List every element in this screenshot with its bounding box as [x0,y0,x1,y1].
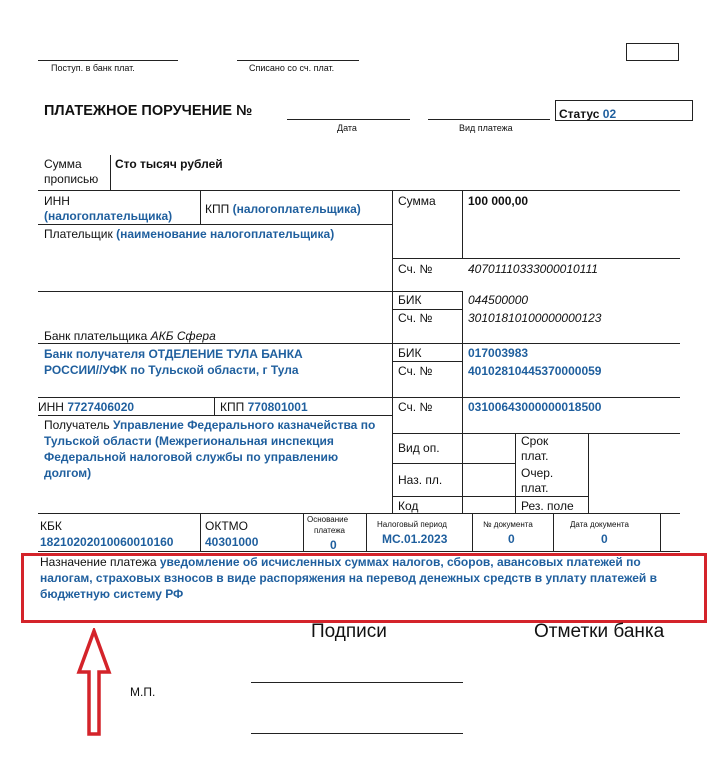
recipient-account-label: Сч. № [398,400,433,414]
received-line [38,60,178,61]
op-srok-label-2: плат. [521,449,549,463]
recipient-name-label: Получатель [44,418,110,432]
op-ocher-label-2: плат. [521,481,549,495]
doc-num-value: 0 [508,532,515,546]
grid-line [392,463,515,464]
grid-line [38,415,392,416]
payer-inn-value: (налогоплательщика) [44,209,173,223]
grid-line [38,343,680,344]
payment-type-line [428,119,550,120]
grid-line [660,513,661,551]
op-vid-label: Вид оп. [398,441,440,455]
kbk-label: КБК [40,519,62,533]
grid-line [38,190,680,191]
recipient-account-value: 03100643000000018500 [468,400,602,414]
payer-bik-value: 044500000 [468,293,529,307]
basis-label-1: Основание [307,515,349,524]
grid-line [38,551,680,552]
grid-line [200,190,201,224]
payer-corr-value: 30101810100000000123 [468,311,602,325]
recipient-bik-label: БИК [398,346,422,360]
payer-kpp-label: КПП [205,202,230,216]
grid-line [200,513,201,551]
status-value: 02 [602,107,617,121]
payer-name-value: (наименование налогоплательщика) [116,227,335,241]
payer-kpp-field [205,202,361,216]
recipient-bank-field [44,346,344,378]
payer-inn-label: ИНН [44,194,70,208]
grid-line [303,513,304,551]
grid-line [472,513,473,551]
basis-label-2: платежа [314,526,346,535]
payer-corr-label: Сч. № [398,311,433,325]
purpose-label: Назначение платежа [40,555,157,569]
payer-account-value: 40701110333000010111 [468,262,598,276]
grid-line [214,397,215,415]
grid-line [392,361,462,362]
grid-line [392,309,462,310]
bank-marks-label: Отметки банка [534,621,665,642]
payer-bank-field [44,329,216,343]
received-label: Поступ. в банк плат. [51,63,135,73]
payer-bank-value: АКБ Сфера [150,329,216,343]
recipient-inn-value: 7727406020 [67,400,135,414]
grid-line [515,433,516,513]
grid-line [392,496,588,497]
grid-line [588,433,589,513]
grid-line [462,397,463,513]
recipient-kpp-value: 770801001 [247,400,308,414]
debited-label: Списано со сч. плат. [249,63,335,73]
payer-account-label: Сч. № [398,262,433,276]
grid-line [462,343,463,397]
op-naz-label: Наз. пл. [398,473,443,487]
recipient-kpp-field [220,400,308,414]
grid-line [392,258,680,259]
page-title: ПЛАТЕЖНОЕ ПОРУЧЕНИЕ № [44,103,253,119]
grid-line [38,397,680,398]
grid-line [462,291,463,343]
period-value: МС.01.2023 [382,532,448,546]
kbk-value: 18210202010060010160 [40,535,174,549]
purpose-highlight-frame [21,553,707,623]
recipient-bank-label: Банк получателя [44,347,146,361]
amount-words-label: Сумма прописью [44,157,99,186]
stamp-label: М.П. [130,685,156,699]
recipient-corr-label: Сч. № [398,364,433,378]
amount-value: 100 000,00 [468,194,529,208]
grid-line [38,513,680,514]
grid-line [366,513,367,551]
grid-line [392,291,462,292]
purpose-value: уведомление об исчисленных суммах налогов, сборов, авансовых платежей по налогам, страховых взносов в виде распоряжения на перевод денежных средств в уплату платежей в бюджетную систему РФ [40,555,657,601]
signature-line-2 [251,733,463,734]
recipient-inn-field [38,400,134,414]
grid-line [38,291,392,292]
signature-line-1 [251,682,463,683]
payer-kpp-value: (налогоплательщика) [232,202,361,216]
grid-line [38,224,392,225]
recipient-name-field [44,417,384,481]
period-label: Налоговый период [377,520,447,529]
payer-name-field [44,227,334,241]
op-kod-label: Код [398,499,419,513]
signatures-label: Подписи [311,621,387,642]
doc-date-label: Дата документа [570,520,629,529]
op-srok-label-1: Срок [521,434,549,448]
doc-date-value: 0 [601,532,608,546]
status-field [559,107,616,121]
amount-words-divider [110,155,111,190]
arrow-up-icon [76,628,112,738]
op-ocher-label-1: Очер. [521,466,554,480]
recipient-name-value: Управление Федерального казначейства по Тульской области (Межрегиональная инспекция Федеральной налоговой службы по управлению долгом) [44,418,376,480]
payer-bik-label: БИК [398,293,422,307]
payment-type-label: Вид платежа [459,123,513,133]
recipient-inn-label: ИНН [38,400,64,414]
payer-name-label: Плательщик [44,227,113,241]
payer-bank-label: Банк плательщика [44,329,148,343]
doc-num-label: № документа [483,520,533,529]
grid-line [462,190,463,258]
recipient-bank-value: ОТДЕЛЕНИЕ ТУЛА БАНКА РОССИИ//УФК по Тульской области, г Тула [44,347,303,377]
grid-line [392,190,393,513]
form-code-box [626,43,679,61]
oktmo-label: ОКТМО [205,519,248,533]
oktmo-value: 40301000 [205,535,259,549]
date-label: Дата [337,123,357,133]
op-rez-label: Рез. поле [521,499,574,513]
status-label: Статус [559,107,600,121]
recipient-kpp-label: КПП [220,400,245,414]
amount-label: Сумма [398,194,436,208]
debited-line [237,60,359,61]
grid-line [553,513,554,551]
basis-value: 0 [330,538,337,552]
recipient-corr-value: 40102810445370000059 [468,364,602,378]
date-line [287,119,410,120]
recipient-bik-value: 017003983 [468,346,529,360]
amount-words-value: Сто тысяч рублей [115,157,223,171]
